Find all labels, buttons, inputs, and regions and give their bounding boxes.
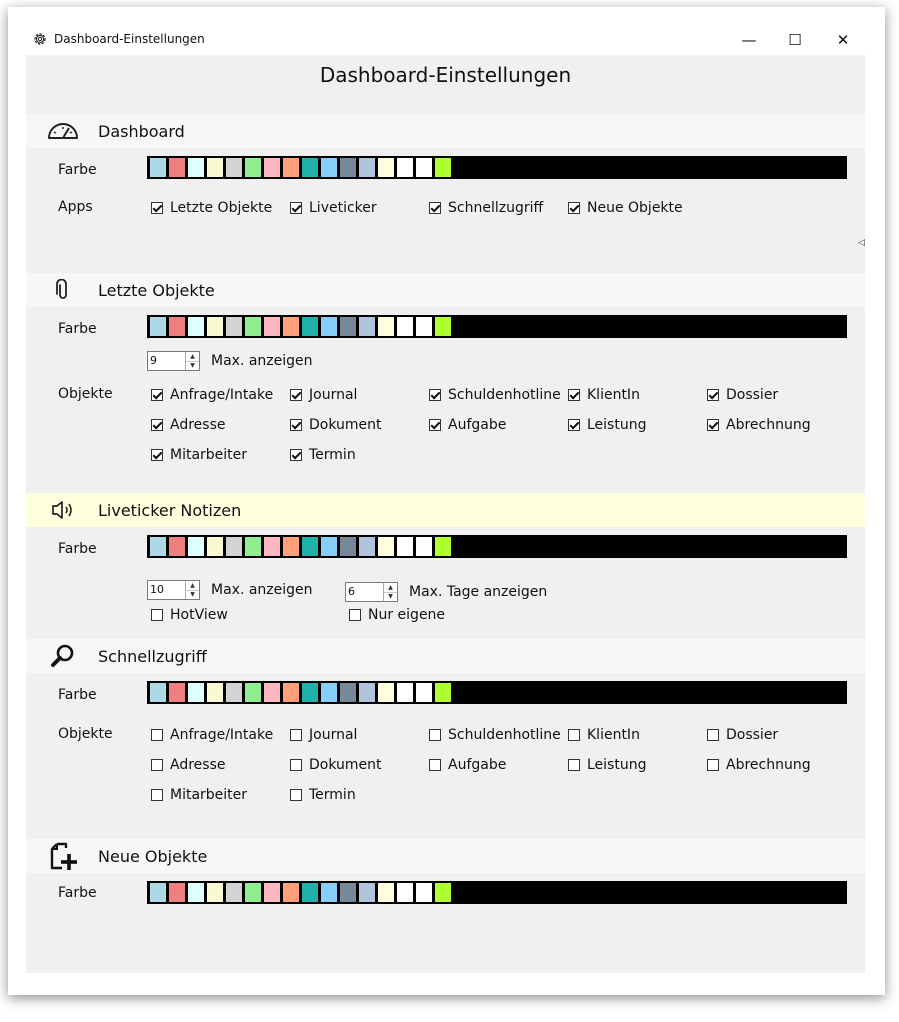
- color-swatch[interactable]: [435, 683, 451, 702]
- color-swatch[interactable]: [283, 317, 299, 336]
- checkbox-box[interactable]: [290, 759, 302, 771]
- checkbox-label: KlientIn: [587, 387, 640, 403]
- color-swatch[interactable]: [340, 317, 356, 336]
- checkbox-label: Adresse: [170, 757, 226, 773]
- color-swatch[interactable]: [283, 158, 299, 177]
- stepper-value[interactable]: 10: [150, 583, 164, 596]
- checkbox-box[interactable]: [568, 419, 580, 431]
- checkbox-box[interactable]: [151, 759, 163, 771]
- color-swatch[interactable]: [397, 158, 413, 177]
- checkbox-label: Aufgabe: [448, 417, 507, 433]
- checkbox-label: Mitarbeiter: [170, 447, 248, 463]
- neue-objekte-title: Neue Objekte: [98, 847, 208, 866]
- color-swatch[interactable]: [264, 317, 280, 336]
- app-letzte-objekte-checkbox[interactable]: [151, 200, 272, 216]
- color-swatch[interactable]: [169, 883, 185, 902]
- checkbox-label: Leistung: [587, 417, 647, 433]
- checkbox-label: Neue Objekte: [587, 200, 683, 216]
- schnellzugriff-objekt-checkbox[interactable]: [290, 787, 356, 803]
- color-swatch[interactable]: [302, 883, 318, 902]
- color-swatch[interactable]: [226, 683, 242, 702]
- checkbox-label: Dossier: [726, 727, 779, 743]
- color-swatch[interactable]: [359, 683, 375, 702]
- checkbox-box[interactable]: [429, 729, 441, 741]
- color-swatch[interactable]: [169, 317, 185, 336]
- new-document-icon: [46, 843, 80, 869]
- color-swatch[interactable]: [150, 883, 166, 902]
- checkbox-box[interactable]: [290, 419, 302, 431]
- checkbox-label: Dossier: [726, 387, 779, 403]
- liveticker-title: Liveticker Notizen: [98, 501, 242, 520]
- collapse-arrow-icon[interactable]: ◁: [858, 238, 865, 248]
- color-swatch[interactable]: [150, 158, 166, 177]
- magnifier-icon: [46, 643, 80, 669]
- checkbox-box[interactable]: [151, 202, 163, 214]
- color-swatch[interactable]: [150, 683, 166, 702]
- settings-content: [26, 55, 865, 973]
- schnellzugriff-farbe-label: Farbe: [58, 687, 97, 703]
- stepper-down-icon[interactable]: ▼: [384, 592, 397, 602]
- color-swatch[interactable]: [321, 317, 337, 336]
- schnellzugriff-objekt-checkbox[interactable]: [151, 787, 247, 803]
- color-swatch[interactable]: [226, 158, 242, 177]
- color-swatch[interactable]: [416, 537, 432, 556]
- checkbox-label: Liveticker: [309, 200, 377, 216]
- color-swatch[interactable]: [207, 683, 223, 702]
- schnellzugriff-objekt-checkbox[interactable]: [290, 757, 382, 773]
- letzte-objekte-objekt-checkbox[interactable]: [151, 447, 247, 463]
- color-swatch[interactable]: [226, 317, 242, 336]
- letzte-objekte-objekt-checkbox[interactable]: [290, 417, 382, 433]
- checkbox-box[interactable]: [707, 389, 719, 401]
- letzte-objekte-objekte-label: Objekte: [58, 386, 113, 402]
- checkbox-label: Abrechnung: [726, 757, 811, 773]
- window-title: Dashboard-Einstellungen: [54, 32, 205, 46]
- color-swatch[interactable]: [435, 158, 451, 177]
- color-swatch[interactable]: [188, 683, 204, 702]
- color-swatch[interactable]: [378, 317, 394, 336]
- liveticker-farbe-label: Farbe: [58, 541, 97, 557]
- checkbox-box[interactable]: [568, 729, 580, 741]
- checkbox-label: HotView: [170, 607, 228, 623]
- color-swatch[interactable]: [283, 883, 299, 902]
- checkbox-box[interactable]: [151, 419, 163, 431]
- checkbox-box[interactable]: [151, 449, 163, 461]
- schnellzugriff-color-bar[interactable]: [147, 681, 847, 704]
- checkbox-label: Termin: [309, 787, 356, 803]
- checkbox-box[interactable]: [429, 419, 441, 431]
- color-swatch[interactable]: [378, 158, 394, 177]
- close-button[interactable]: ✕: [836, 31, 850, 49]
- color-swatch[interactable]: [169, 683, 185, 702]
- letzte-objekte-objekt-checkbox[interactable]: [707, 387, 778, 403]
- checkbox-box[interactable]: [707, 729, 719, 741]
- letzte-objekte-objekt-checkbox[interactable]: [568, 387, 640, 403]
- color-swatch[interactable]: [188, 883, 204, 902]
- color-swatch[interactable]: [321, 883, 337, 902]
- letzte-objekte-header: [26, 273, 865, 307]
- neue-objekte-color-bar[interactable]: [147, 881, 847, 904]
- letzte-objekte-objekt-checkbox[interactable]: [707, 417, 811, 433]
- color-swatch[interactable]: [169, 537, 185, 556]
- schnellzugriff-objekt-checkbox[interactable]: [151, 727, 273, 743]
- checkbox-box[interactable]: [349, 609, 361, 621]
- color-swatch[interactable]: [340, 683, 356, 702]
- color-swatch[interactable]: [397, 537, 413, 556]
- color-swatch[interactable]: [245, 317, 261, 336]
- checkbox-label: Adresse: [170, 417, 226, 433]
- schnellzugriff-title: Schnellzugriff: [98, 647, 207, 666]
- schnellzugriff-header: [26, 639, 865, 673]
- checkbox-label: Dokument: [309, 417, 382, 433]
- checkbox-label: Anfrage/Intake: [170, 727, 274, 743]
- color-swatch[interactable]: [207, 537, 223, 556]
- color-swatch[interactable]: [264, 537, 280, 556]
- checkbox-label: Abrechnung: [726, 417, 811, 433]
- checkbox-label: Journal: [309, 727, 358, 743]
- color-swatch[interactable]: [378, 883, 394, 902]
- color-swatch[interactable]: [340, 537, 356, 556]
- checkbox-label: Journal: [309, 387, 358, 403]
- checkbox-box[interactable]: [707, 759, 719, 771]
- checkbox-label: Anfrage/Intake: [170, 387, 274, 403]
- letzte-objekte-max-label: Max. anzeigen: [211, 353, 313, 369]
- letzte-objekte-farbe-label: Farbe: [58, 321, 97, 337]
- dashboard-title: Dashboard: [98, 122, 185, 141]
- schnellzugriff-objekt-checkbox[interactable]: [429, 757, 506, 773]
- color-swatch[interactable]: [226, 883, 242, 902]
- letzte-objekte-objekt-checkbox[interactable]: [151, 387, 273, 403]
- schnellzugriff-objekt-checkbox[interactable]: [707, 727, 778, 743]
- color-swatch[interactable]: [416, 683, 432, 702]
- color-swatch[interactable]: [397, 317, 413, 336]
- color-swatch[interactable]: [245, 158, 261, 177]
- letzte-objekte-color-bar[interactable]: [147, 315, 847, 338]
- color-swatch[interactable]: [359, 883, 375, 902]
- color-swatch[interactable]: [321, 683, 337, 702]
- liveticker-max-stepper[interactable]: [147, 580, 200, 600]
- checkbox-box[interactable]: [290, 729, 302, 741]
- color-swatch[interactable]: [188, 537, 204, 556]
- stepper-up-icon[interactable]: ▲: [190, 581, 195, 589]
- color-swatch[interactable]: [435, 883, 451, 902]
- checkbox-label: Schuldenhotline: [448, 387, 561, 403]
- color-swatch[interactable]: [340, 158, 356, 177]
- color-swatch[interactable]: [207, 158, 223, 177]
- letzte-objekte-max-stepper[interactable]: [147, 351, 200, 371]
- apps-label: Apps: [58, 199, 93, 215]
- liveticker-header: [26, 493, 865, 527]
- color-swatch[interactable]: [302, 537, 318, 556]
- dashboard-farbe-label: Farbe: [58, 162, 97, 178]
- color-swatch[interactable]: [359, 158, 375, 177]
- checkbox-box[interactable]: [290, 449, 302, 461]
- schnellzugriff-objekt-checkbox[interactable]: [568, 727, 640, 743]
- checkbox-box[interactable]: [151, 609, 163, 621]
- speaker-icon: [46, 497, 80, 523]
- color-swatch[interactable]: [321, 537, 337, 556]
- letzte-objekte-objekt-checkbox[interactable]: [429, 417, 506, 433]
- color-swatch[interactable]: [302, 317, 318, 336]
- checkbox-box[interactable]: [290, 789, 302, 801]
- color-swatch[interactable]: [435, 537, 451, 556]
- liveticker-max-tage-label: Max. Tage anzeigen: [409, 584, 548, 600]
- settings-window: [8, 7, 885, 995]
- color-swatch[interactable]: [359, 317, 375, 336]
- checkbox-label: Leistung: [587, 757, 647, 773]
- schnellzugriff-objekte-label: Objekte: [58, 726, 113, 742]
- checkbox-label: Schnellzugriff: [448, 200, 544, 216]
- color-swatch[interactable]: [226, 537, 242, 556]
- color-swatch[interactable]: [359, 537, 375, 556]
- schnellzugriff-objekt-checkbox[interactable]: [568, 757, 646, 773]
- letzte-objekte-objekt-checkbox[interactable]: [290, 447, 356, 463]
- letzte-objekte-title: Letzte Objekte: [98, 281, 215, 300]
- color-swatch[interactable]: [188, 158, 204, 177]
- nur-eigene-checkbox[interactable]: [349, 607, 445, 623]
- color-swatch[interactable]: [397, 683, 413, 702]
- checkbox-box[interactable]: [151, 389, 163, 401]
- schnellzugriff-objekt-checkbox[interactable]: [707, 757, 811, 773]
- maximize-button[interactable]: ☐: [788, 31, 802, 49]
- checkbox-label: KlientIn: [587, 727, 640, 743]
- color-swatch[interactable]: [302, 158, 318, 177]
- color-swatch[interactable]: [416, 317, 432, 336]
- color-swatch[interactable]: [416, 158, 432, 177]
- checkbox-label: Schuldenhotline: [448, 727, 561, 743]
- color-swatch[interactable]: [150, 537, 166, 556]
- color-swatch[interactable]: [435, 317, 451, 336]
- checkbox-box[interactable]: [429, 202, 441, 214]
- color-swatch[interactable]: [302, 683, 318, 702]
- color-swatch[interactable]: [207, 883, 223, 902]
- stepper-value[interactable]: 6: [348, 585, 355, 598]
- checkbox-box[interactable]: [429, 759, 441, 771]
- liveticker-max-label: Max. anzeigen: [211, 582, 313, 598]
- color-swatch[interactable]: [397, 883, 413, 902]
- checkbox-label: Nur eigene: [368, 607, 446, 623]
- color-swatch[interactable]: [207, 317, 223, 336]
- app-neue-objekte-checkbox[interactable]: [568, 200, 683, 216]
- app-liveticker-checkbox[interactable]: [290, 200, 377, 216]
- checkbox-label: Termin: [309, 447, 356, 463]
- neue-objekte-farbe-label: Farbe: [58, 885, 97, 901]
- color-swatch[interactable]: [283, 537, 299, 556]
- color-swatch[interactable]: [321, 158, 337, 177]
- liveticker-color-bar[interactable]: [147, 535, 847, 558]
- checkbox-label: Mitarbeiter: [170, 787, 248, 803]
- page-title: Dashboard-Einstellungen: [319, 63, 572, 87]
- checkbox-box[interactable]: [707, 419, 719, 431]
- neue-objekte-header: [26, 839, 865, 873]
- paperclip-icon: [46, 277, 80, 303]
- checkbox-box[interactable]: [151, 789, 163, 801]
- color-swatch[interactable]: [378, 683, 394, 702]
- checkbox-box[interactable]: [151, 729, 163, 741]
- color-swatch[interactable]: [245, 537, 261, 556]
- color-swatch[interactable]: [264, 883, 280, 902]
- app-schnellzugriff-checkbox[interactable]: [429, 200, 543, 216]
- schnellzugriff-objekt-checkbox[interactable]: [429, 727, 561, 743]
- letzte-objekte-objekt-checkbox[interactable]: [429, 387, 561, 403]
- speedometer-icon: [46, 118, 80, 144]
- title-bar: [8, 7, 885, 55]
- color-swatch[interactable]: [245, 883, 261, 902]
- color-swatch[interactable]: [340, 883, 356, 902]
- letzte-objekte-objekt-checkbox[interactable]: [290, 387, 357, 403]
- color-swatch[interactable]: [150, 317, 166, 336]
- checkbox-box[interactable]: [290, 389, 302, 401]
- schnellzugriff-objekt-checkbox[interactable]: [151, 757, 225, 773]
- schnellzugriff-objekt-checkbox[interactable]: [290, 727, 357, 743]
- checkbox-box[interactable]: [568, 759, 580, 771]
- minimize-button[interactable]: —: [741, 31, 757, 49]
- color-swatch[interactable]: [188, 317, 204, 336]
- checkbox-box[interactable]: [290, 202, 302, 214]
- letzte-objekte-objekt-checkbox[interactable]: [568, 417, 646, 433]
- dashboard-color-bar[interactable]: [147, 156, 847, 179]
- color-swatch[interactable]: [283, 683, 299, 702]
- checkbox-label: Dokument: [309, 757, 382, 773]
- checkbox-box[interactable]: [429, 389, 441, 401]
- stepper-up-icon[interactable]: ▲: [190, 352, 195, 360]
- dashboard-header: [26, 114, 865, 148]
- checkbox-box[interactable]: [568, 202, 580, 214]
- stepper-down-icon[interactable]: ▼: [186, 590, 199, 600]
- color-swatch[interactable]: [416, 883, 432, 902]
- color-swatch[interactable]: [169, 158, 185, 177]
- checkbox-label: Aufgabe: [448, 757, 507, 773]
- color-swatch[interactable]: [378, 537, 394, 556]
- stepper-down-icon[interactable]: ▼: [186, 361, 199, 371]
- checkbox-box[interactable]: [568, 389, 580, 401]
- color-swatch[interactable]: [264, 158, 280, 177]
- gear-icon: [32, 31, 48, 47]
- color-swatch[interactable]: [245, 683, 261, 702]
- color-swatch[interactable]: [264, 683, 280, 702]
- letzte-objekte-objekt-checkbox[interactable]: [151, 417, 225, 433]
- liveticker-max-tage-stepper[interactable]: [345, 582, 398, 602]
- hotview-checkbox[interactable]: [151, 607, 228, 623]
- stepper-value[interactable]: 9: [150, 354, 157, 367]
- stepper-up-icon[interactable]: ▲: [388, 583, 393, 591]
- checkbox-label: Letzte Objekte: [170, 200, 273, 216]
